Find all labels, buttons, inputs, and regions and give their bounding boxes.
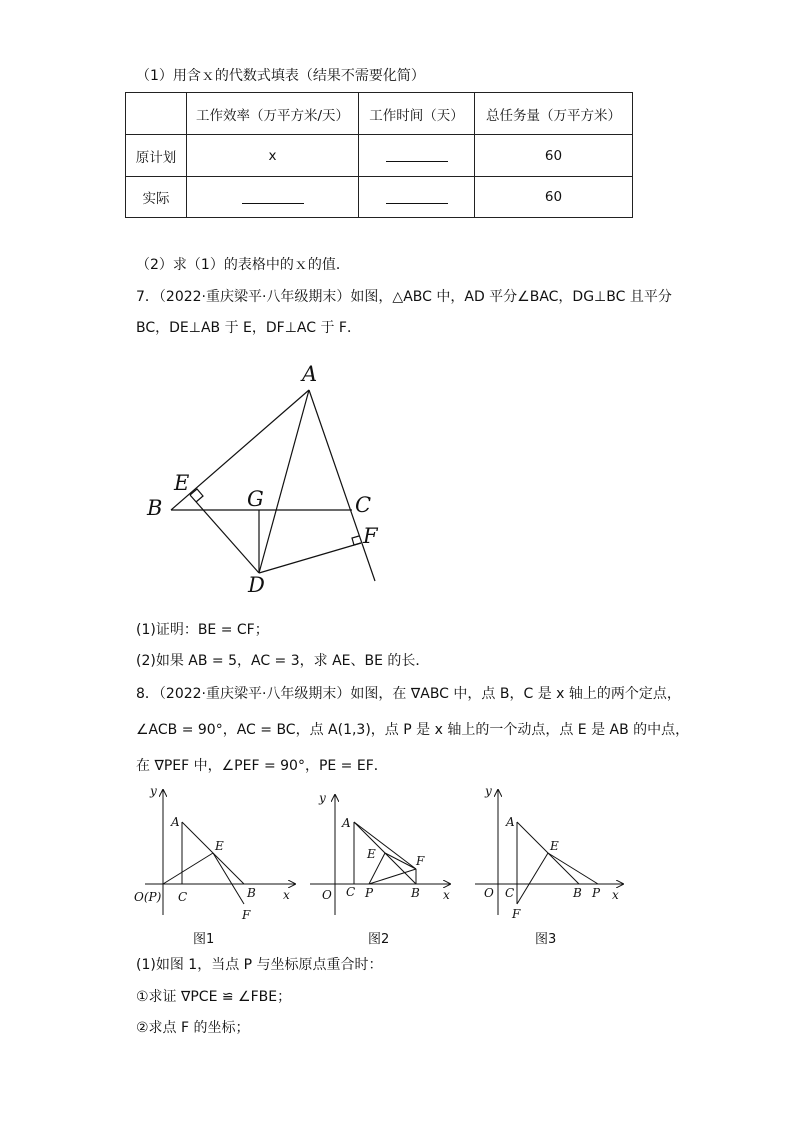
label-D: D: [248, 573, 265, 597]
figure-3: [475, 784, 623, 920]
label-E: E: [550, 839, 559, 853]
table-row: [126, 135, 633, 177]
q8-line1: 8．（2022·重庆梁平·八年级期末）如图，在 ∇ABC 中，点 B，C 是 x 轴上的两个定点，: [136, 686, 681, 702]
label-E: E: [367, 847, 376, 861]
label-C: C: [505, 886, 515, 900]
label-C: C: [178, 890, 188, 904]
label-F: F: [242, 908, 251, 920]
q8-figures: [130, 780, 640, 920]
efficiency-cell: x: [187, 135, 359, 177]
row-label: 实际: [126, 177, 187, 218]
label-F: F: [363, 524, 378, 548]
label-O: O: [484, 886, 494, 900]
label-O: O: [322, 888, 332, 902]
label-P: P: [365, 886, 374, 900]
label-A: A: [171, 815, 180, 829]
q8-sub1: (1)如图 1，当点 P 与坐标原点重合时：: [136, 957, 383, 973]
label-C: C: [346, 885, 356, 899]
q7-sub1: (1)证明：BE = CF；: [136, 622, 269, 638]
figure-3-caption: 图3: [535, 932, 557, 947]
answer-blank[interactable]: [242, 191, 304, 204]
q8-line3: 在 ∇PEF 中，∠PEF = 90°，PE = EF．: [136, 758, 388, 774]
label-y: y: [150, 784, 157, 798]
label-x: x: [612, 888, 619, 902]
answer-blank[interactable]: [386, 149, 448, 162]
label-x: x: [283, 888, 290, 902]
table-header-cell: 工作效率（万平方米/天）: [187, 93, 359, 135]
table-header-cell: 总任务量（万平方米）: [475, 93, 633, 135]
q6-table: [125, 92, 633, 218]
label-B: B: [573, 886, 582, 900]
figure-1: [134, 784, 295, 920]
segment-AD: [259, 390, 309, 573]
q7-line1: 7．（2022·重庆梁平·八年级期末）如图，△ABC 中，AD 平分∠BAC，DG⊥BC 且平分: [136, 289, 672, 305]
label-y: y: [319, 791, 326, 805]
table-header-row: [126, 93, 633, 135]
segment-DF: [259, 543, 361, 573]
table-header-cell: 工作时间（天）: [359, 93, 475, 135]
q6-part1: （1）用含ｘ的代数式填表（结果不需要化简）: [136, 68, 425, 84]
label-B: B: [411, 886, 420, 900]
efficiency-cell: [187, 177, 359, 218]
q7-line2: BC，DE⊥AB 于 E，DF⊥AC 于 F．: [136, 320, 361, 336]
table-header-cell: [126, 93, 187, 135]
q8-sub1a: ①求证 ∇PCE ≌ ∠FBE；: [136, 989, 292, 1005]
right-angle-mark-E: [190, 489, 203, 502]
segment-EF: [517, 853, 548, 904]
figure-2-caption: 图2: [368, 932, 390, 947]
total-cell: 60: [475, 177, 633, 218]
label-F: F: [416, 854, 425, 868]
figure-1-caption: 图1: [193, 932, 215, 947]
label-x: x: [443, 888, 450, 902]
label-y: y: [485, 784, 492, 798]
label-OP: O(P): [134, 890, 162, 904]
figure-2: [310, 791, 450, 915]
segment-AF: [309, 390, 375, 581]
q8-sub1b: ②求点 F 的坐标；: [136, 1020, 250, 1036]
label-G: G: [247, 487, 264, 511]
q7-figure: [140, 358, 400, 603]
segment-EF: [385, 853, 416, 869]
time-cell: [359, 135, 475, 177]
label-F: F: [512, 907, 521, 920]
label-B: B: [247, 886, 256, 900]
q6-part2: （2）求（1）的表格中的ｘ的值．: [136, 257, 350, 273]
segment-PE: [163, 853, 213, 884]
label-A: A: [302, 362, 318, 386]
segment-AF: [354, 822, 416, 869]
label-A: A: [342, 816, 351, 830]
segment-AB: [171, 390, 309, 510]
total-cell: 60: [475, 135, 633, 177]
label-E: E: [215, 839, 224, 853]
q7-sub2: (2)如果 AB = 5，AC = 3，求 AE、BE 的长．: [136, 653, 430, 669]
segment-EP: [548, 853, 598, 884]
row-label: 原计划: [126, 135, 187, 177]
label-B: B: [147, 496, 163, 520]
time-cell: [359, 177, 475, 218]
label-C: C: [355, 493, 372, 517]
answer-blank[interactable]: [386, 191, 448, 204]
table-row: [126, 177, 633, 218]
label-P: P: [592, 886, 601, 900]
label-A: A: [506, 815, 515, 829]
segment-EF: [213, 853, 244, 904]
q8-line2: ∠ACB = 90°，AC = BC，点 A(1,3)，点 P 是 x 轴上的一个动点，点 E 是 AB 的中点，: [136, 722, 690, 738]
label-E: E: [174, 471, 190, 495]
